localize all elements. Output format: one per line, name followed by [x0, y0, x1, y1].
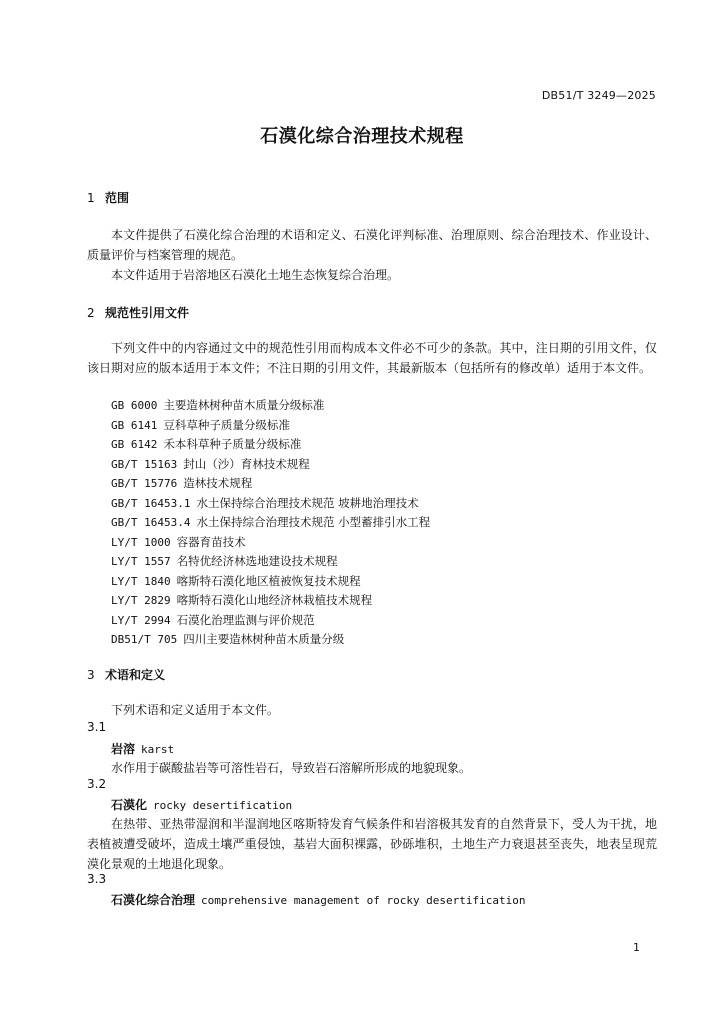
reference-code: GB/T 16453.4 — [111, 516, 191, 529]
reference-code: GB/T 16453.1 — [111, 496, 191, 510]
section-number: 3 — [87, 668, 95, 682]
reference-title: 名特优经济林选地建设技术规程 — [176, 554, 338, 568]
list-item — [111, 591, 430, 611]
reference-code: GB 6142 — [111, 438, 158, 451]
section-heading-terms — [87, 666, 165, 683]
reference-title: 豆科草种子质量分级标准 — [163, 417, 290, 432]
list-item — [111, 416, 430, 436]
list-item — [111, 435, 430, 455]
reference-title: 造林技术规程 — [183, 476, 253, 490]
doc-code: DB51/T 3249—2025 — [541, 89, 656, 102]
page-number: 1 — [633, 941, 640, 954]
reference-code: GB/T 15163 — [111, 457, 178, 471]
page-title: 石漠化综合治理技术规程 — [260, 126, 464, 147]
clause-number: 3.3 — [87, 872, 107, 886]
section-heading-references — [87, 304, 189, 321]
reference-code: GB 6000 — [111, 399, 158, 412]
reference-code: GB/T 15776 — [111, 477, 178, 490]
term-zh: 石漠化综合治理 — [111, 893, 196, 907]
section-title: 术语和定义 — [105, 668, 166, 682]
reference-title: 主要造林树种苗木质量分级标准 — [163, 398, 325, 412]
reference-title: 水土保持综合治理技术规范 小型蓄排引水工程 — [196, 515, 431, 529]
list-item — [111, 396, 430, 416]
reference-title: 水土保持综合治理技术规范 坡耕地治理技术 — [196, 495, 419, 510]
term — [111, 891, 526, 908]
reference-code: LY/T 2994 — [111, 613, 171, 627]
list-item — [111, 572, 430, 592]
term — [111, 740, 174, 757]
reference-list — [111, 396, 430, 650]
term-zh: 石漠化 — [111, 798, 148, 812]
reference-title: 喀斯特石漠化地区植被恢复技术规程 — [176, 573, 361, 588]
list-item — [111, 552, 430, 572]
section-title: 规范性引用文件 — [105, 306, 190, 320]
reference-title: 封山（沙）育林技术规程 — [183, 456, 310, 471]
list-item — [111, 494, 430, 514]
paragraph: 本文件提供了石漠化综合治理的术语和定义、石漠化评判标准、治理原则、综合治理技术、作业设计、质量评价与档案管理的规范。 — [87, 228, 657, 262]
paragraph: 本文件适用于岩溶地区石漠化土地生态恢复综合治理。 — [111, 268, 400, 282]
term — [111, 796, 292, 813]
reference-title: 容器育苗技术 — [176, 534, 246, 549]
reference-code: DB51/T 705 — [111, 633, 178, 646]
term-en: rocky desertification — [153, 799, 293, 812]
list-item — [111, 513, 430, 533]
list-item — [111, 455, 430, 475]
clause-number: 3.1 — [87, 720, 107, 734]
reference-title: 四川主要造林树种苗木质量分级 — [183, 632, 345, 646]
definition: 在热带、亚热带湿润和半湿润地区喀斯特发育气候条件和岩溶极其发育的自然背景下，受人为干扰，地表植被遭受破坏，造成土壤严重侵蚀，基岩大面积裸露，砂砾堆积，土地生产力衰退甚至丧失，地表呈现荒漠化景观的土地退化现象。 — [87, 817, 657, 871]
section-heading-scope — [87, 189, 129, 206]
term-zh: 岩溶 — [111, 742, 136, 756]
section-title: 范围 — [105, 191, 130, 205]
reference-code: LY/T 1000 — [111, 535, 171, 549]
section-number: 2 — [87, 306, 95, 320]
paragraph: 下列文件中的内容通过文中的规范性引用而构成本文件必不可少的条款。其中，注日期的引用文件，仅该日期对应的版本适用于本文件；不注日期的引用文件，其最新版本（包括所有的修改单）适用于本文件。 — [87, 341, 657, 375]
clause-number: 3.2 — [87, 777, 107, 791]
term-en: comprehensive management of rocky desertification — [201, 894, 526, 907]
reference-title: 石漠化治理监测与评价规范 — [176, 612, 315, 627]
reference-code: LY/T 1840 — [111, 574, 171, 588]
reference-code: LY/T 2829 — [111, 594, 171, 607]
reference-title: 禾本科草种子质量分级标准 — [163, 437, 302, 451]
list-item — [111, 533, 430, 553]
paragraph: 下列术语和定义适用于本文件。 — [111, 703, 280, 717]
definition: 水作用于碳酸盐岩等可溶性岩石，导致岩石溶解所形成的地貌现象。 — [111, 761, 472, 775]
reference-code: LY/T 1557 — [111, 555, 171, 568]
list-item — [111, 474, 430, 494]
section-number: 1 — [87, 191, 95, 205]
list-item — [111, 611, 430, 631]
reference-title: 喀斯特石漠化山地经济林栽植技术规程 — [176, 593, 373, 607]
reference-code: GB 6141 — [111, 418, 158, 432]
term-en: karst — [141, 743, 175, 756]
list-item — [111, 630, 430, 650]
